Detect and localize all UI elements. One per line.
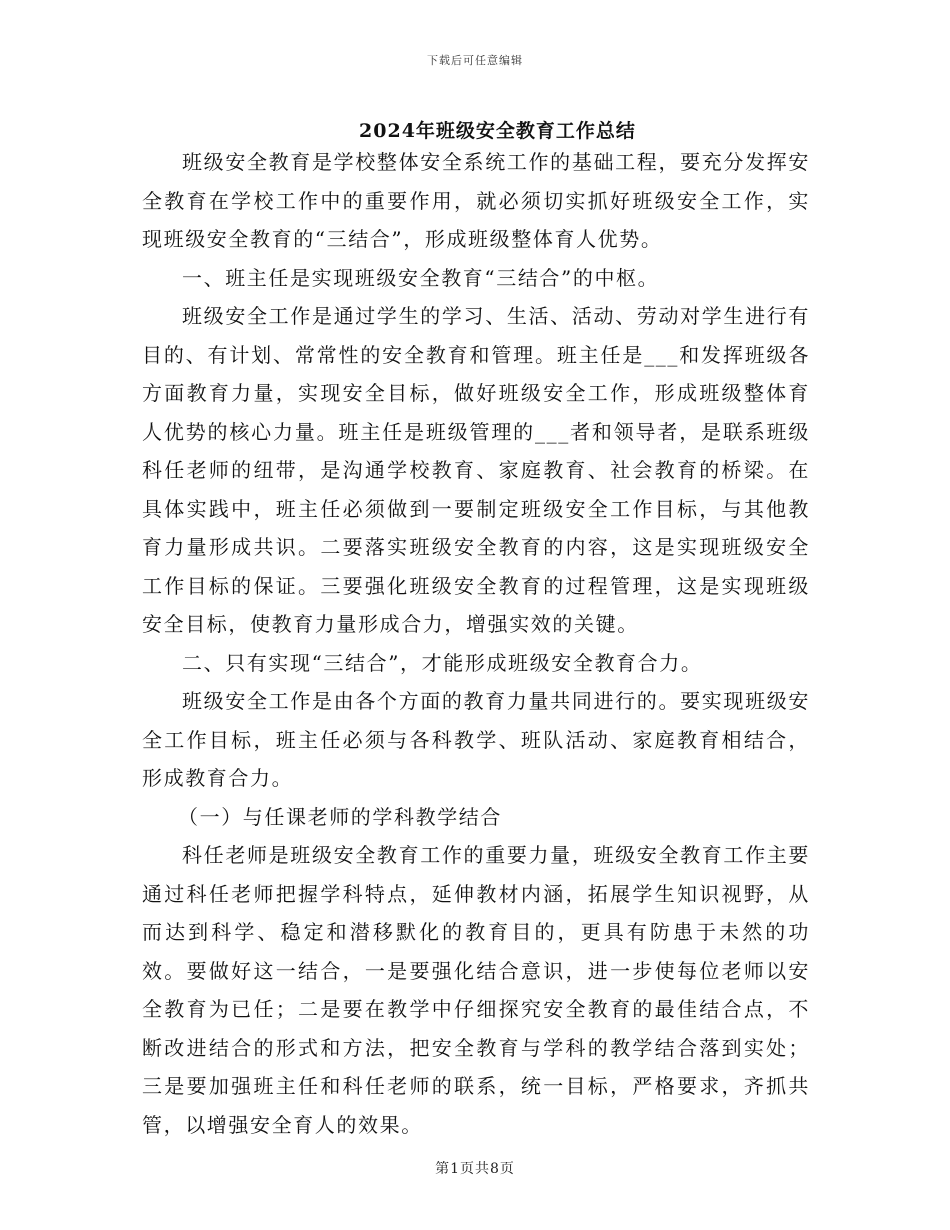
body-paragraph: 科任老师是班级安全教育工作的重要力量，班级安全教育工作主要通过科任老师把握学科特点，延伸教材内涵，拓展学生知识视野，从而达到科学、稳定和潜移默化的教育目的，更具有防患于未然的功效。要做好这一结合，一是要强化结合意识，进一步使每位老师以安全教育为已任；二是要在教学中仔细探究安全教育的最佳结合点，不断改进结合的形式和方法，把安全教育与学科的教学结合落到实处；三是要加强班主任和科任老师的联系，统一目标，严格要求，齐抓共管，以增强安全育人的效果。 [142, 843, 810, 1137]
body-paragraph: 班级安全工作是通过学生的学习、生活、活动、劳动对学生进行有目的、有计划、常常性的安全教育和管理。班主任是___和发挥班级各方面教育力量，实现安全目标，做好班级安全工作，形成班级整体育人优势的核心力量。班主任是班级管理的___者和领导者，是联系班级科任老师的纽带，是沟通学校教育、家庭教育、社会教育的桥梁。在具体实践中，班主任必须做到一要制定班级安全工作目标，与其他教育力量形成共识。二要落实班级安全教育的内容，这是实现班级安全工作目标的保证。三要强化班级安全教育的过程管理，这是实现班级安全目标，使教育力量形成合力，增强实效的关键。 [142, 304, 810, 636]
body-paragraph: 班级安全工作是由各个方面的教育力量共同进行的。要实现班级安全工作目标，班主任必须与各科教学、班队活动、家庭教育相结合，形成教育合力。 [142, 689, 810, 790]
document-title: 2024年班级安全教育工作总结 [359, 120, 636, 142]
section-heading-2: 二、只有实现“三结合”，才能形成班级安全教育合力。 [182, 650, 703, 675]
page-number: 第1页共8页 [435, 1161, 515, 1177]
page-header-note: 下载后可任意编辑 [427, 54, 523, 67]
section-heading-1: 一、班主任是实现班级安全教育“三结合”的中枢。 [182, 265, 660, 290]
intro-paragraph: 班级安全教育是学校整体安全系统工作的基础工程，要充分发挥安全教育在学校工作中的重要作用，就必须切实抓好班级安全工作，实现班级安全教育的“三结合”，形成班级整体育人优势。 [142, 150, 810, 251]
subsection-heading-1: （一）与任课老师的学科教学结合 [178, 804, 502, 829]
document-body [142, 143, 810, 1144]
